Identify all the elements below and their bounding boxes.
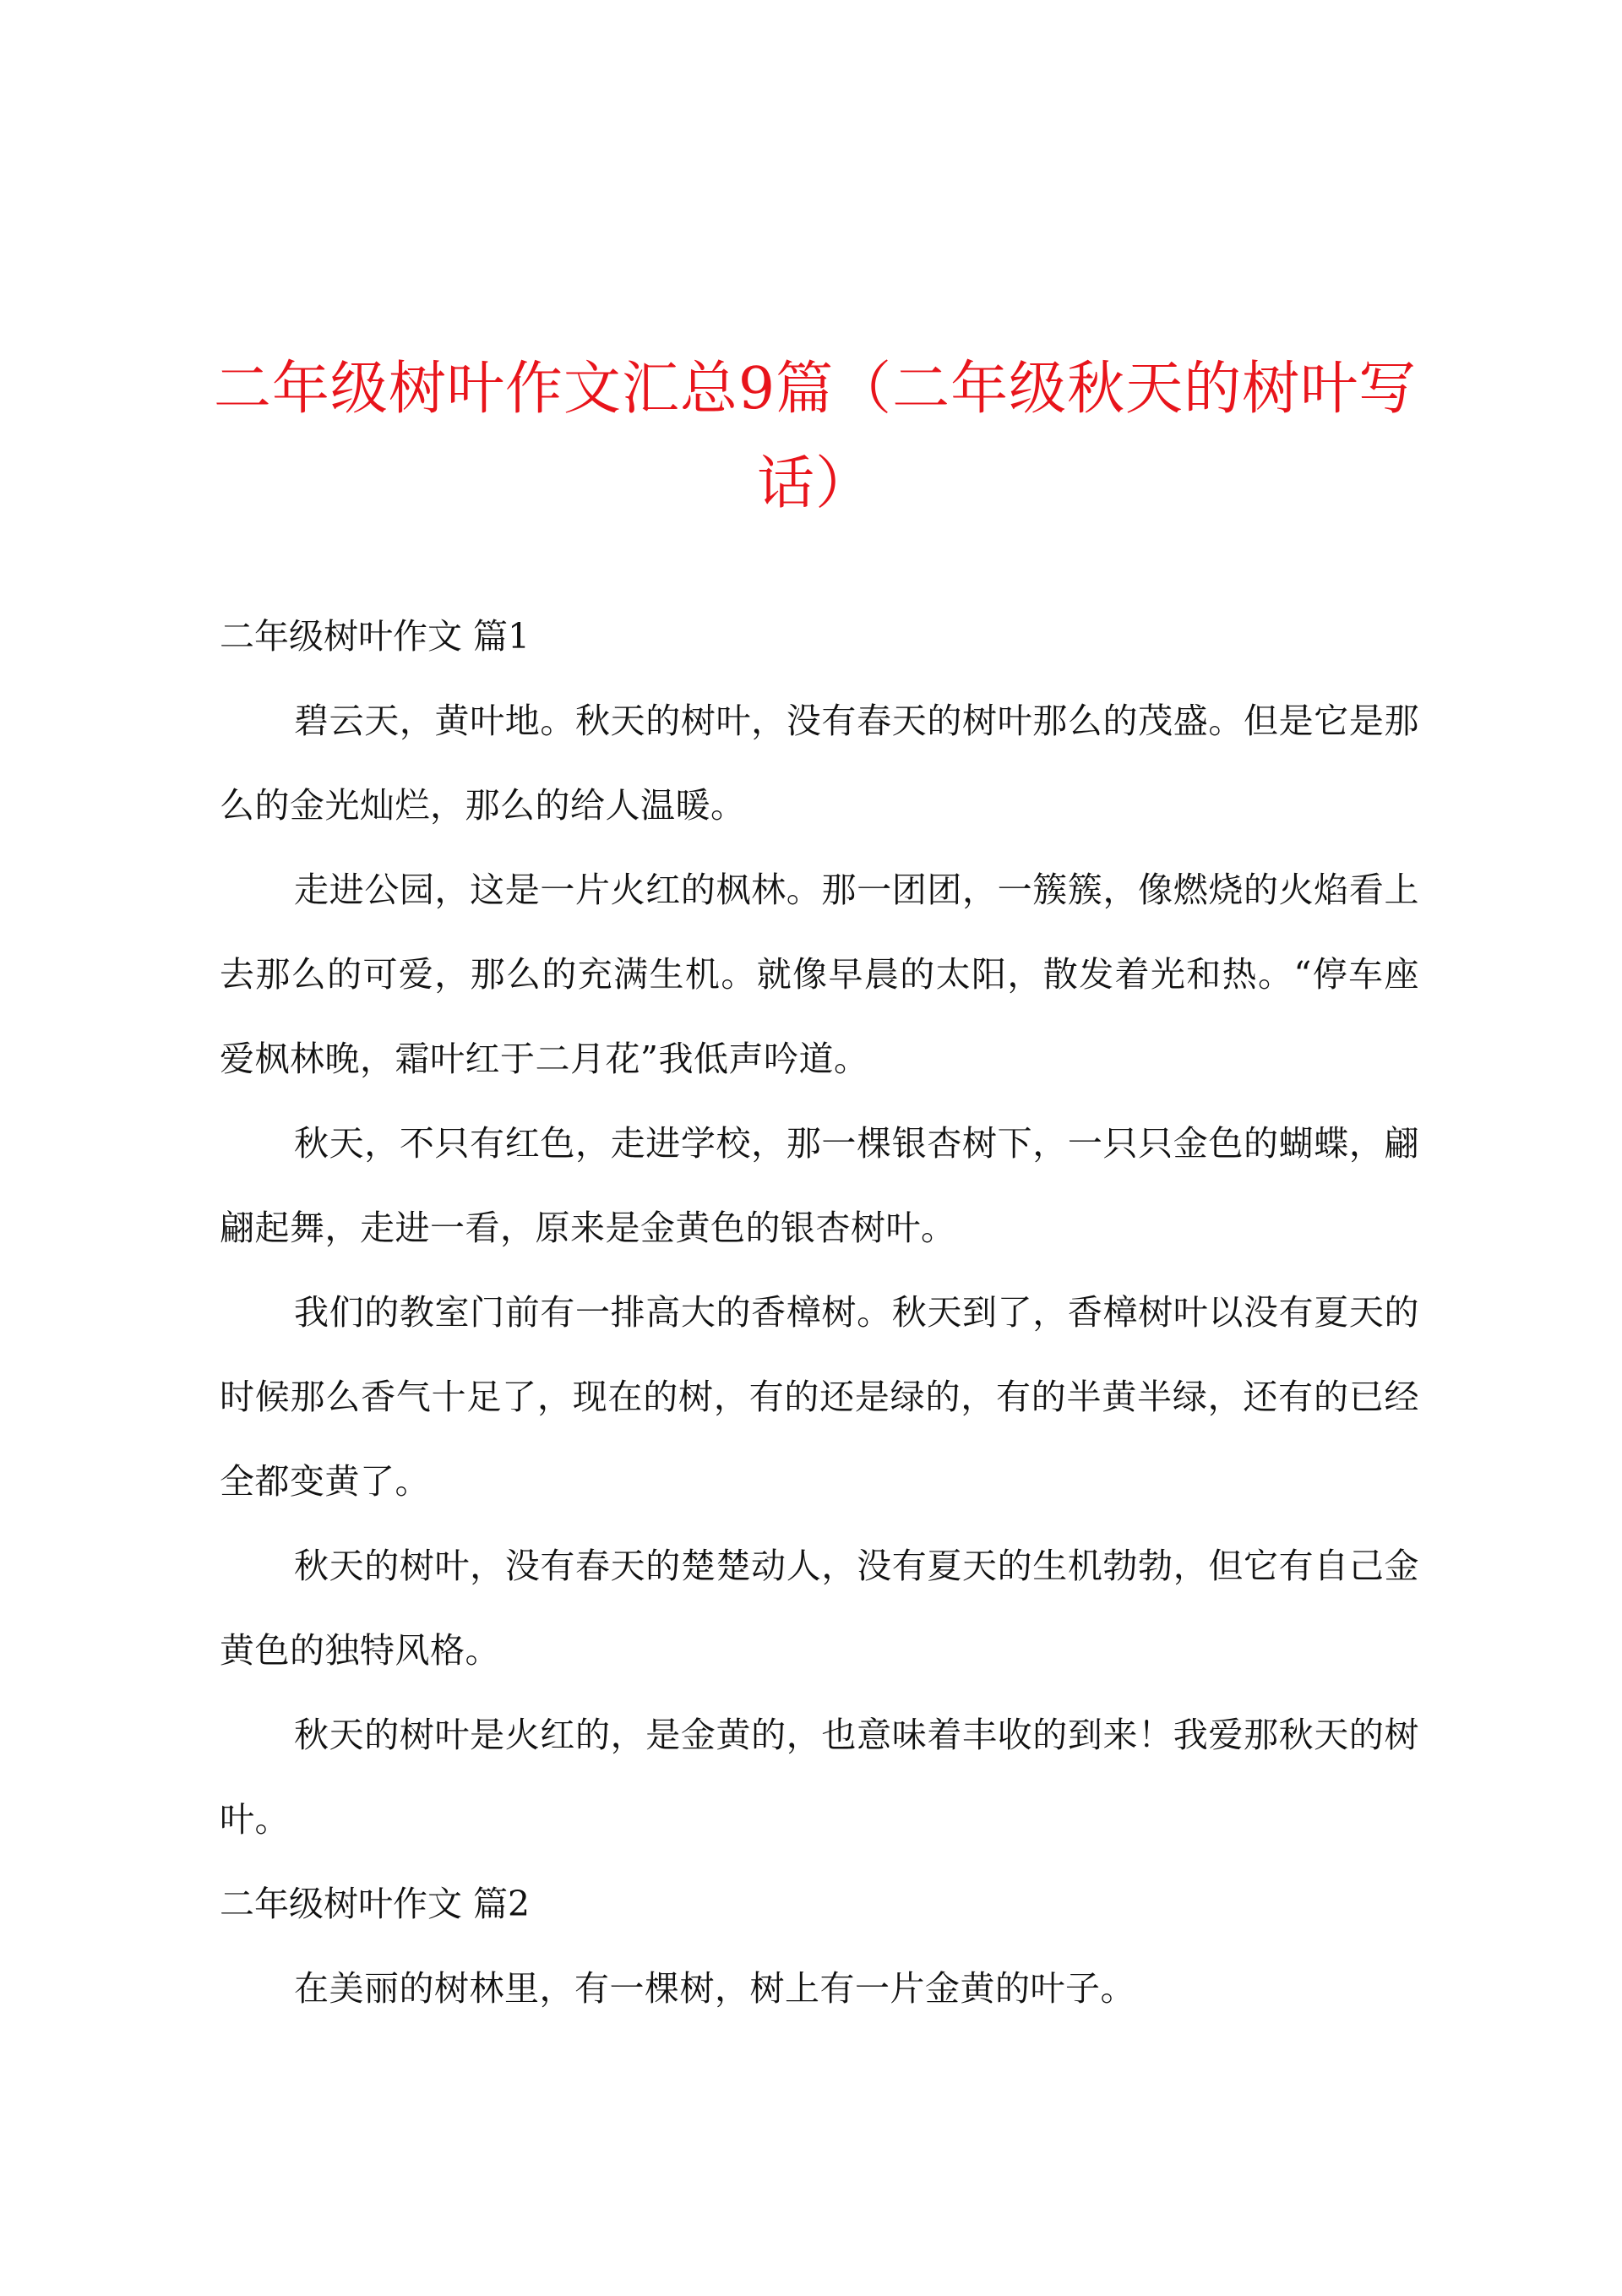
document-title: 二年级树叶作文汇总9篇（二年级秋天的树叶写话）	[213, 356, 1418, 517]
paragraph: 秋天，不只有红色，走进学校，那一棵银杏树下，一只只金色的蝴蝶，翩翩起舞，走进一看，原来是金黄色的银杏树叶。	[220, 1123, 1419, 1248]
paragraph: 秋天的树叶，没有春天的楚楚动人，没有夏天的生机勃勃，但它有自己金黄色的独特风格。	[220, 1546, 1419, 1671]
essay-section-1	[220, 594, 1419, 1862]
paragraph: 走进公园，这是一片火红的枫林。那一团团，一簇簇，像燃烧的火焰看上去那么的可爱，那么的充满生机。就像早晨的太阳，散发着光和热。“停车座爱枫林晚，霜叶红于二月花”我低声吟道。	[220, 870, 1419, 1079]
section-heading: 二年级树叶作文 篇1	[220, 616, 531, 657]
document-body	[220, 594, 1419, 2031]
paragraph: 秋天的树叶是火红的，是金黄的，也意味着丰收的到来！我爱那秋天的树叶。	[220, 1715, 1419, 1840]
paragraph: 在美丽的树林里，有一棵树，树上有一片金黄的叶子。	[294, 1968, 1135, 2009]
essay-section-2	[220, 1862, 1419, 2031]
paragraph: 碧云天，黄叶地。秋天的树叶，没有春天的树叶那么的茂盛。但是它是那么的金光灿烂，那么的给人温暖。	[220, 701, 1419, 826]
section-heading: 二年级树叶作文 篇2	[220, 1884, 531, 1924]
paragraph: 我们的教室门前有一排高大的香樟树。秋天到了，香樟树叶以没有夏天的时候那么香气十足了，现在的树，有的还是绿的，有的半黄半绿，还有的已经全都变黄了。	[220, 1292, 1419, 1502]
